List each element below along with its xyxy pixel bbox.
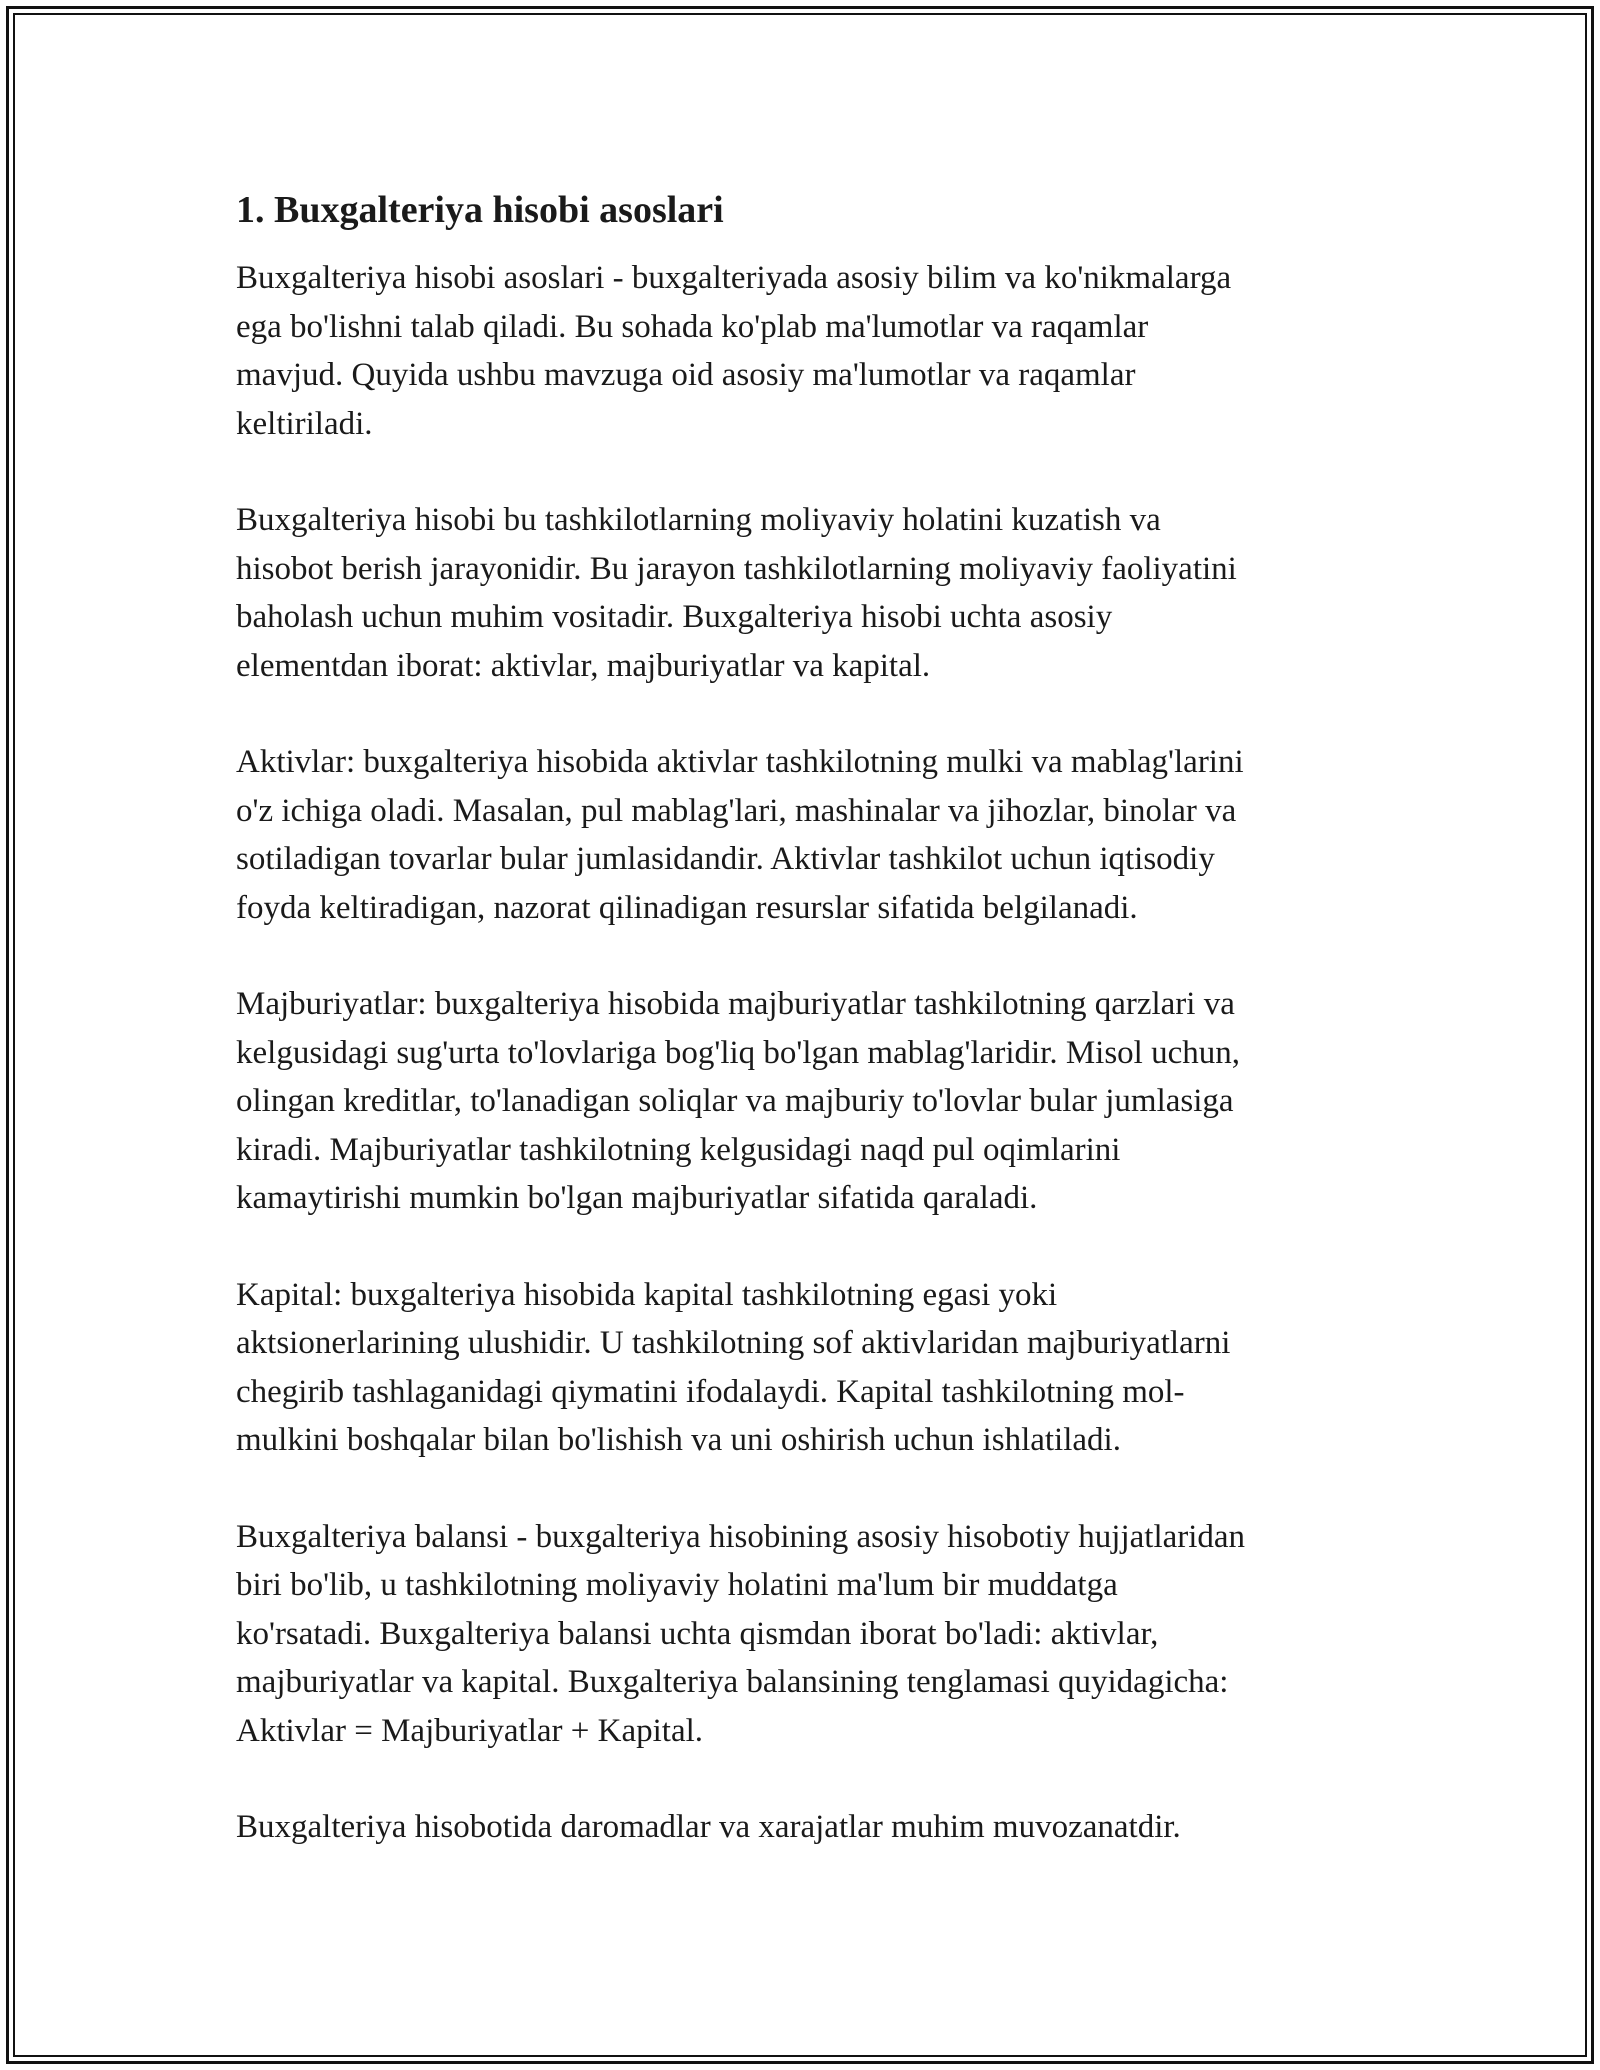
text-line: sotiladigan tovarlar bular jumlasidandir. Aktivlar tashkilot uchun iqtisodiy: [236, 841, 1215, 877]
text-line: mulkini boshqalar bilan bo'lishish va uni oshirish uchun ishlatiladi.: [236, 1422, 1121, 1458]
text-line: keltiriladi.: [236, 405, 373, 442]
text-line: o'z ichiga oladi. Masalan, pul mablag'lari, mashinalar va jihozlar, binolar va: [236, 792, 1237, 829]
text-line: kelgusidagi sug'urta to'lovlariga bog'liq bo'lgan mablag'laridir. Misol uchun,: [236, 1034, 1240, 1071]
text-line: mavjud. Quyida ushbu mavzuga oid asosiy ma'lumotlar va raqamlar: [236, 357, 1136, 393]
paragraph-income-expenses: [236, 1803, 1376, 1852]
text-line: Aktivlar: buxgalteriya hisobida aktivlar tashkilotning mulki va mablag'larini: [236, 744, 1244, 780]
document-body: [236, 186, 1376, 1900]
text-line: olingan kreditlar, to'lanadigan soliqlar va majburiy to'lovlar bular jumlasiga: [236, 1083, 1234, 1119]
text-line: Majburiyatlar: buxgalteriya hisobida majburiyatlar tashkilotning qarzlari va: [236, 986, 1235, 1022]
text-line: foyda keltiradigan, nazorat qilinadigan resurslar sifatida belgilanadi.: [236, 889, 1138, 926]
text-line: Buxgalteriya balansi - buxgalteriya hisobining asosiy hisobotiy hujjatlaridan: [236, 1518, 1246, 1555]
text-line: aktsionerlarining ulushidir. U tashkilotning sof aktivlaridan majburiyatlarni: [236, 1325, 1231, 1361]
paragraph-definition: [236, 496, 1376, 690]
text-line: Kapital: buxgalteriya hisobida kapital tashkilotning egasi yoki: [236, 1276, 1058, 1313]
text-line: hisobot berish jarayonidir. Bu jarayon tashkilotlarning moliyaviy faoliyatini: [236, 550, 1237, 587]
text-line: majburiyatlar va kapital. Buxgalteriya balansining tenglamasi quyidagicha:: [236, 1664, 1229, 1700]
text-line: baholash uchun muhim vositadir. Buxgalteriya hisobi uchta asosiy: [236, 599, 1113, 635]
text-line: elementdan iborat: aktivlar, majburiyatlar va kapital.: [236, 647, 931, 684]
paragraph-assets: [236, 738, 1376, 932]
paragraph-capital: [236, 1271, 1376, 1465]
text-line: ko'rsatadi. Buxgalteriya balansi uchta qismdan iborat bo'ladi: aktivlar,: [236, 1615, 1159, 1652]
section-heading: 1. Buxgalteriya hisobi asoslari: [236, 189, 724, 231]
text-line: chegirib tashlaganidagi qiymatini ifodalaydi. Kapital tashkilotning mol-: [236, 1373, 1185, 1410]
text-line: Aktivlar = Majburiyatlar + Kapital.: [236, 1712, 704, 1749]
text-line: ega bo'lishni talab qiladi. Bu sohada ko'plab ma'lumotlar va raqamlar: [236, 308, 1149, 345]
paragraph-liabilities: [236, 980, 1376, 1223]
text-line: kamaytirishi mumkin bo'lgan majburiyatlar sifatida qaraladi.: [236, 1180, 1038, 1216]
text-line: Buxgalteriya hisobi asoslari - buxgalteriyada asosiy bilim va ko'nikmalarga: [236, 260, 1232, 296]
text-line: biri bo'lib, u tashkilotning moliyaviy holatini ma'lum bir muddatga: [236, 1567, 1118, 1603]
paragraph-balance-sheet: [236, 1513, 1376, 1756]
paragraph-intro: [236, 254, 1376, 448]
text-line: Buxgalteriya hisobi bu tashkilotlarning moliyaviy holatini kuzatish va: [236, 502, 1161, 538]
text-line: kiradi. Majburiyatlar tashkilotning kelgusidagi naqd pul oqimlarini: [236, 1131, 1121, 1168]
text-line: Buxgalteriya hisobotida daromadlar va xarajatlar muhim muvozanatdir.: [236, 1809, 1181, 1845]
